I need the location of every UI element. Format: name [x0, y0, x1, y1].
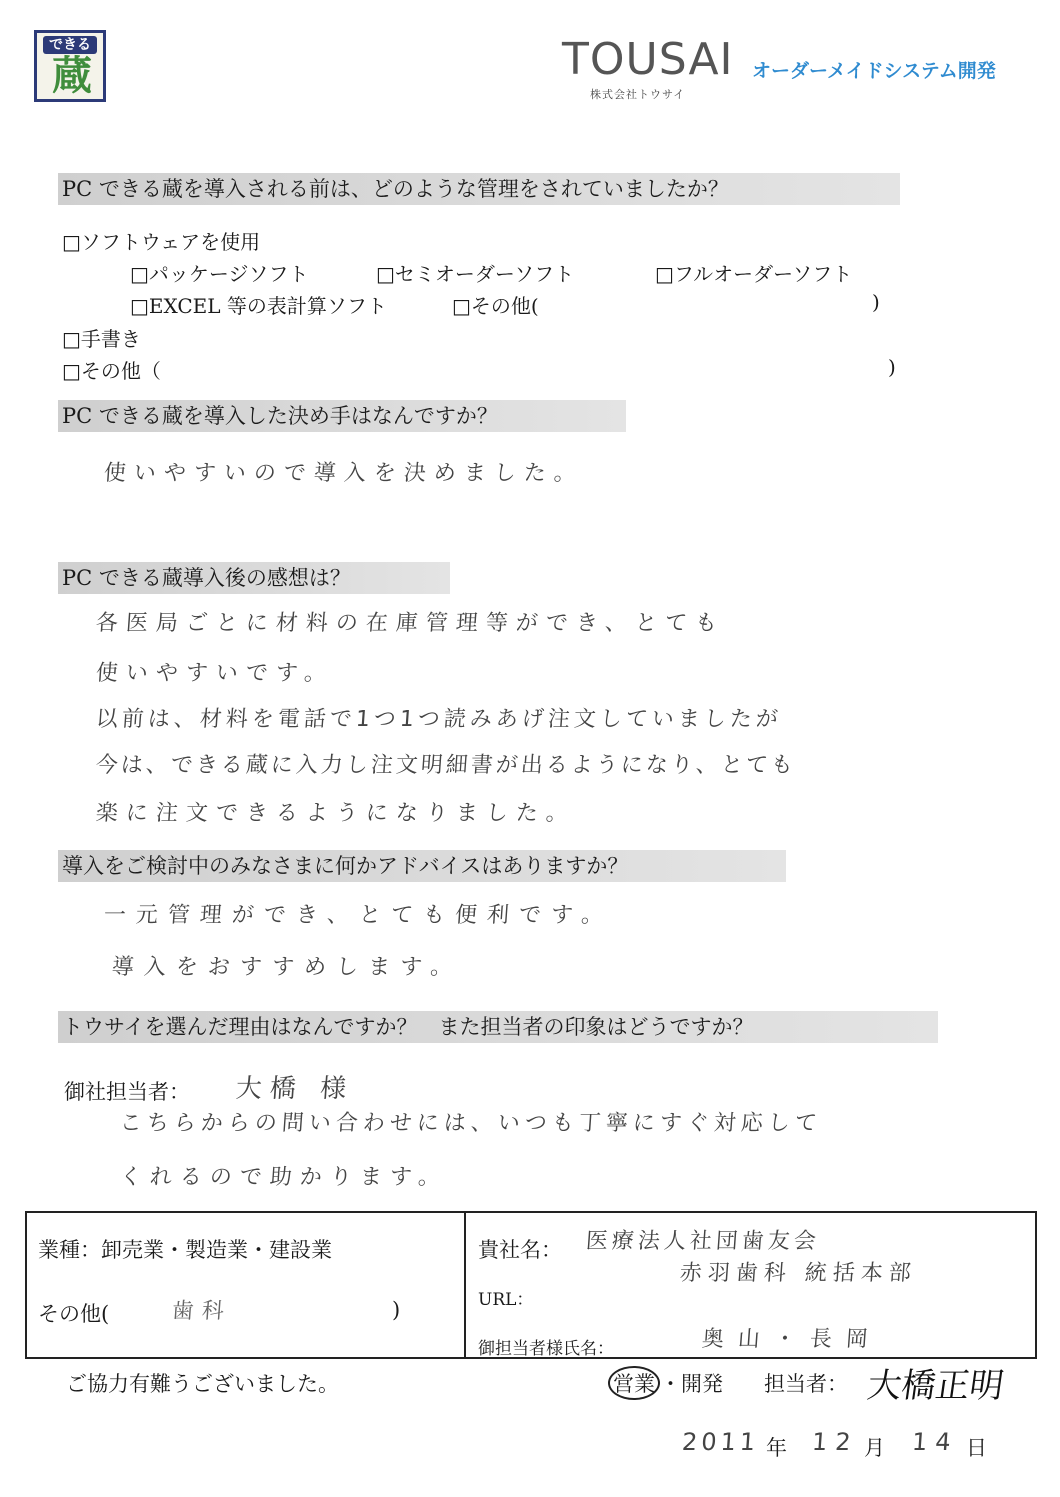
industry-label: 業種：卸売業・製造業・建設業 — [38, 1238, 332, 1262]
answer-3-line: 以前は、材料を電話で1つ1つ読みあげ注文していましたが — [94, 707, 783, 732]
paren-close: ) — [888, 355, 896, 379]
other-industry-value: 歯科 — [170, 1299, 233, 1324]
company-value-line: 赤羽歯科 統括本部 — [678, 1261, 918, 1286]
option-semi-order[interactable]: □セミオーダーソフト — [376, 262, 575, 286]
answer-3-line: 使いやすいです。 — [94, 661, 335, 686]
logo-top-text: できる — [43, 36, 97, 54]
rep-name: 大橋 様 — [234, 1074, 356, 1104]
sales-circled: 営業 — [608, 1366, 660, 1400]
option-excel[interactable]: □EXCEL 等の表計算ソフト — [130, 294, 387, 318]
month-char: 月 — [864, 1436, 885, 1460]
question-5: トウサイを選んだ理由はなんですか？ また担当者の印象はどうですか？ — [58, 1011, 938, 1043]
date-month: 12 — [811, 1428, 860, 1456]
answer-5-line: くれるので助かります。 — [118, 1165, 449, 1190]
answer-3-line: 各医局ごとに材料の在庫管理等ができ、とても — [94, 611, 726, 636]
thanks-text: ご協力有難うございました。 — [66, 1372, 339, 1396]
paren-close: ) — [392, 1298, 401, 1322]
question-4: 導入をご検討中のみなさまに何かアドバイスはありますか？ — [58, 850, 786, 882]
company-value-line: 医療法人社団歯友会 — [584, 1229, 821, 1254]
answer-2: 使いやすいので導入を決めました。 — [102, 461, 585, 486]
dev-label: ・開発 — [660, 1372, 723, 1396]
option-software[interactable]: □ソフトウェアを使用 — [62, 230, 261, 254]
answer-4-line: 導入をおすすめします。 — [110, 955, 464, 980]
sales-dev-label — [608, 1366, 723, 1400]
company-label: 貴社名： — [478, 1238, 562, 1262]
option-handwritten[interactable]: □手書き — [62, 327, 141, 351]
dekirukura-logo — [34, 30, 106, 102]
brand-name: TOUSAI — [562, 34, 734, 85]
contact-value: 奥山・長岡 — [700, 1327, 883, 1352]
option-full-order[interactable]: □フルオーダーソフト — [655, 262, 853, 286]
form-divider — [464, 1211, 466, 1359]
staff-label: 担当者： — [764, 1372, 848, 1396]
answer-3-line: 今は、できる蔵に入力し注文明細書が出るようになり、とても — [94, 753, 797, 778]
year-char: 年 — [766, 1436, 787, 1460]
staff-signature: 大橋正明 — [864, 1366, 1007, 1406]
question-3: PC できる蔵導入後の感想は？ — [58, 562, 450, 594]
day-char: 日 — [966, 1436, 987, 1460]
answer-4-line: 一元管理ができ、とても便利です。 — [102, 903, 615, 928]
url-label: URL： — [478, 1290, 534, 1310]
answer-3-line: 楽に注文できるようになりました。 — [94, 801, 577, 826]
paren-close: ) — [872, 290, 880, 314]
logo-kanji: 蔵 — [52, 53, 92, 99]
contact-label: 御担当者様氏名： — [478, 1339, 614, 1359]
brand-tagline: オーダーメイドシステム開発 — [752, 60, 996, 82]
answer-5-line: こちらからの問い合わせには、いつも丁寧にすぐ対応して — [118, 1111, 823, 1136]
company-name: 株式会社トウサイ — [590, 88, 686, 101]
other-industry-label: その他( — [38, 1302, 110, 1326]
question-1: PC できる蔵を導入される前は、どのような管理をされていましたか？ — [58, 173, 900, 205]
option-other-software[interactable]: □その他( — [452, 294, 539, 318]
date-day: 14 — [911, 1428, 960, 1456]
option-package[interactable]: □パッケージソフト — [130, 262, 309, 286]
date-year: 2011 — [681, 1428, 761, 1456]
option-other[interactable]: □その他（ — [62, 359, 161, 383]
question-2: PC できる蔵を導入した決め手はなんですか？ — [58, 400, 626, 432]
rep-label: 御社担当者： — [64, 1080, 190, 1104]
